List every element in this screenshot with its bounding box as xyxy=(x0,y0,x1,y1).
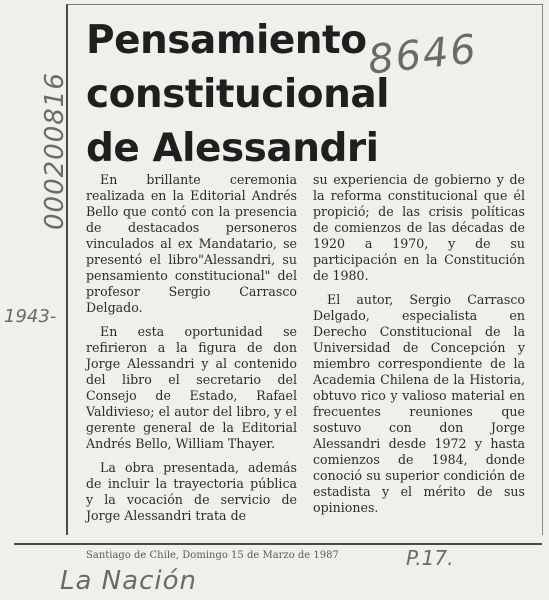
paragraph: En esta oportunidad se refirieron a la figura de don Jorge Alessandri y al contenido del libro el secretario del Consejo de Estado, Rafael Valdivieso; el autor del libro, y el gerente general de la Editorial Andrés Bello, William Thayer. xyxy=(86,324,297,451)
source-name-note: La Nación xyxy=(60,566,197,596)
dateline: Santiago de Chile, Domingo 15 de Marzo de 1987 xyxy=(86,550,339,561)
page-number-note: P.17. xyxy=(406,546,454,570)
footer-rule xyxy=(14,543,542,545)
paragraph: El autor, Sergio Carrasco Delgado, especialista en Derecho Constitucional de la Universidad de Concepción y miembro correspondiente de la Academia Chilena de la Historia, obtuvo rico y valioso material en frecuentes reuniones que sostuvo con don Jorge Alessandri desde 1972 y hasta comienzos de 1984, donde conoció su superior condición de estadista y el mérito de sus opiniones. xyxy=(313,292,525,515)
article-column-right xyxy=(313,172,525,524)
margin-archive-code: 000200816 xyxy=(40,72,70,230)
paragraph: su experiencia de gobierno y de la reforma constitucional que él propició; de las crisis políticas de comienzos de las décadas de 1920 a 1970, y de su participación en la Constitución de 1980. xyxy=(313,172,525,283)
article-column-left xyxy=(86,172,297,532)
paragraph: En brillante ceremonia realizada en la Editorial Andrés Bello que contó con la presencia de destacados personeros vinculados al ex Mandatario, se presentó el libro"Alessandri, su pensamiento constitucional" del profesor Sergio Carrasco Delgado. xyxy=(86,172,297,315)
paragraph: La obra presentada, además de incluir la trayectoria pública y la vocación de servicio de Jorge Alessandri trata de xyxy=(86,460,297,523)
article-headline: Pensamiento constitucional de Alessandri xyxy=(86,18,390,171)
margin-year-note: 1943- xyxy=(4,306,57,327)
handwritten-number: 8646 xyxy=(365,26,480,84)
